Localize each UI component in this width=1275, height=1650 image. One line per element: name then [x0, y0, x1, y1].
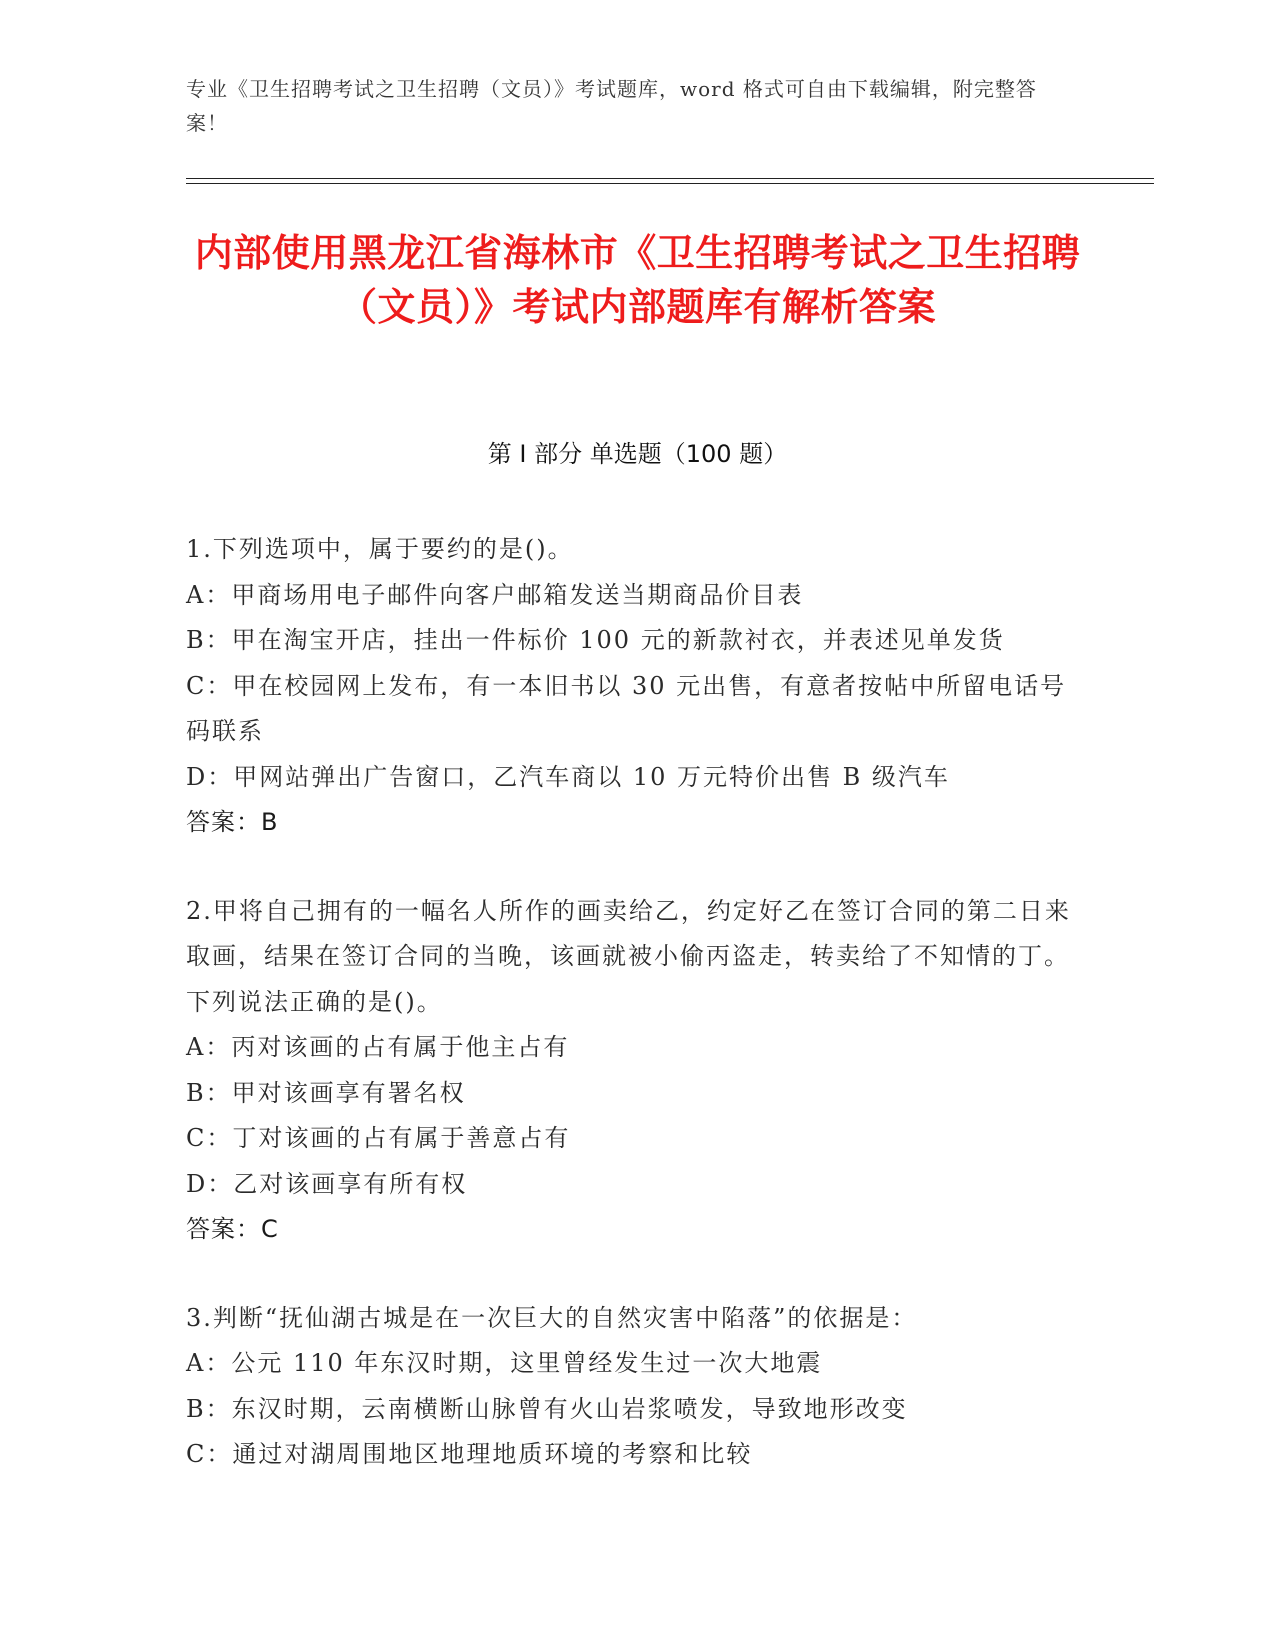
option-b: B：甲对该画享有署名权	[186, 1078, 466, 1107]
option-b: B：东汉时期，云南横断山脉曾有火山岩浆喷发，导致地形改变	[186, 1394, 908, 1423]
option-d: D：乙对该画享有所有权	[186, 1169, 468, 1198]
option-c: C：甲在校园网上发布，有一本旧书以 30 元出售，有意者按帖中所留电话号码联系	[186, 671, 1067, 745]
header-divider-bottom	[186, 183, 1154, 184]
question-stem: 3.判断“抚仙湖古城是在一次巨大的自然灾害中陷落”的依据是：	[186, 1303, 918, 1332]
question-1	[186, 527, 1081, 846]
option-c: C：丁对该画的占有属于善意占有	[186, 1124, 571, 1152]
answer: 答案：C	[186, 1215, 279, 1243]
question-stem: 2.甲将自己拥有的一幅名人所作的画卖给乙，约定好乙在签订合同的第二日来取画，结果在签订合同的当晚，该画就被小偷丙盗走，转卖给了不知情的丁。下列说法正确的是()。	[186, 896, 1071, 1016]
question-3	[186, 1296, 1081, 1478]
header-divider-top	[186, 178, 1154, 179]
answer: 答案：B	[186, 808, 279, 836]
question-2	[186, 889, 1081, 1253]
question-list	[186, 527, 1081, 1521]
question-stem: 1.下列选项中，属于要约的是()。	[186, 535, 574, 563]
document-title: 内部使用黑龙江省海林市《卫生招聘考试之卫生招聘（文员）》考试内部题库有解析答案	[194, 231, 1081, 329]
section-title: 第 I 部分 单选题（100 题）	[487, 440, 788, 468]
option-c: C：通过对湖周围地区地理地质环境的考察和比较	[186, 1440, 753, 1468]
option-a: A：丙对该画的占有属于他主占有	[186, 1033, 570, 1061]
option-a: A：甲商场用电子邮件向客户邮箱发送当期商品价目表	[186, 580, 804, 609]
header-note: 专业《卫生招聘考试之卫生招聘（文员）》考试题库，word 格式可自由下载编辑，附完整答案！	[186, 77, 1037, 135]
option-a: A：公元 110 年东汉时期，这里曾经发生过一次大地震	[186, 1349, 823, 1377]
option-d: D：甲网站弹出广告窗口，乙汽车商以 10 万元特价出售 B 级汽车	[186, 762, 950, 791]
option-b: B：甲在淘宝开店，挂出一件标价 100 元的新款衬衣，并表述见单发货	[186, 626, 1005, 654]
